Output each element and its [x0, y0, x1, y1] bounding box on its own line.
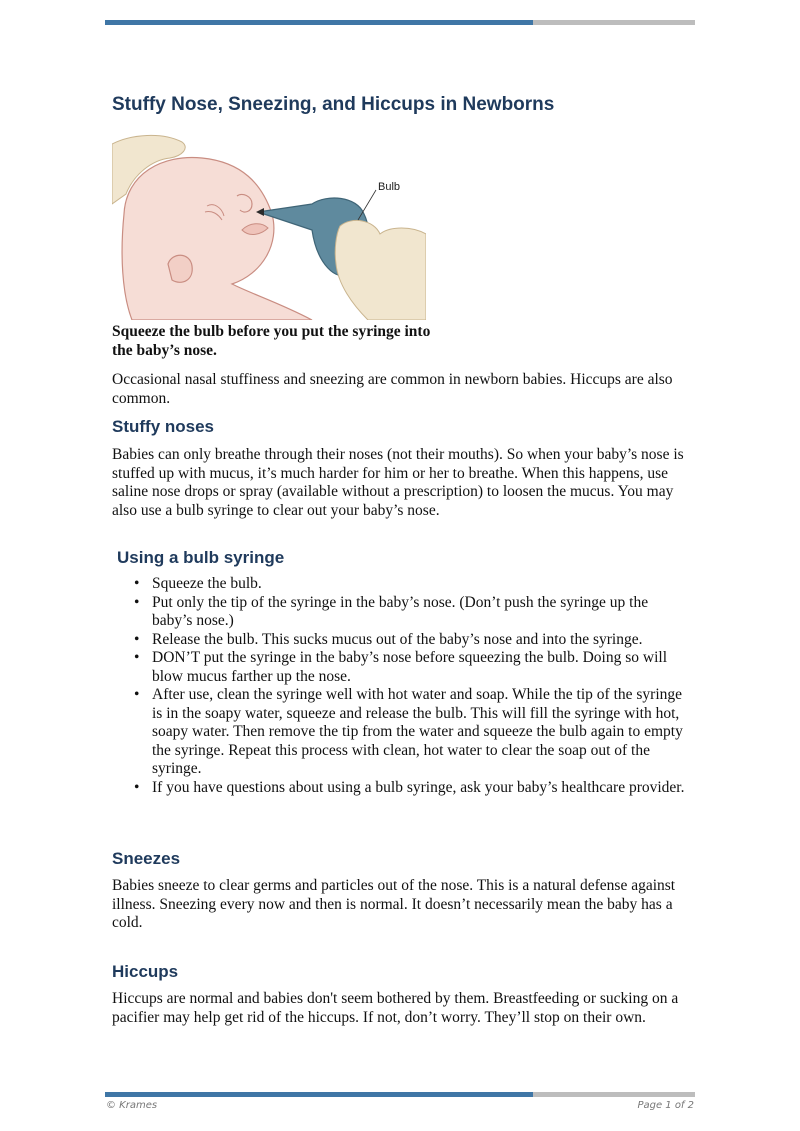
header-rule-gray	[533, 20, 695, 25]
bulb-syringe-steps	[112, 575, 692, 797]
heading-stuffy-noses: Stuffy noses	[112, 417, 215, 436]
figure-caption: Squeeze the bulb before you put the syringe into the baby’s nose.	[112, 323, 431, 359]
list-item: • If you have questions about using a bulb syringe, ask your baby’s healthcare provider.	[152, 779, 692, 798]
heading-hiccups: Hiccups	[112, 962, 179, 981]
document-title: Stuffy Nose, Sneezing, and Hiccups in Newborns	[112, 94, 555, 115]
hiccups-paragraph: Hiccups are normal and babies don't seem bothered by them. Breastfeeding or sucking on a pacifier may help get rid of the hiccups. If not, don’t worry. They’ll stop on their own.	[112, 990, 679, 1026]
header-rule-accent	[105, 20, 533, 25]
footer-rule	[105, 1092, 695, 1097]
footer-page-number: Page 1 of 2	[637, 1100, 694, 1111]
bulb-label: Bulb	[378, 181, 401, 193]
list-item: • Squeeze the bulb.	[152, 575, 692, 594]
footer-rule-accent	[105, 1092, 533, 1097]
sneezes-paragraph: Babies sneeze to clear germs and particles out of the nose. This is a natural defense against illness. Sneezing every now and then is normal. It doesn’t necessarily mean the baby has a cold.	[112, 877, 676, 931]
intro-paragraph: Occasional nasal stuffiness and sneezing are common in newborn babies. Hiccups are also common.	[112, 371, 673, 407]
stuffy-noses-paragraph: Babies can only breathe through their noses (not their mouths). So when your baby’s nose is stuffed up with mucus, it’s much harder for him or her to breathe. When this happens, use saline nose drops or spray (available without a prescription) to loosen the mucus. You may also use a bulb syringe to clear out your baby’s nose.	[112, 446, 684, 519]
heading-using-bulb-syringe: Using a bulb syringe	[117, 548, 285, 567]
bulb-syringe-illustration	[112, 134, 426, 320]
list-item: • After use, clean the syringe well with hot water and soap. While the tip of the syringe is in the soapy water, squeeze and release the bulb. This will fill the syringe with hot, soapy water. Then remove the tip from the water and squeeze the bulb again to empty the syringe. Repeat this process with clean, hot water to clear the soap out of the syringe.	[152, 686, 692, 779]
list-item: • DON’T put the syringe in the baby’s nose before squeezing the bulb. Doing so will blow mucus farther up the nose.	[152, 649, 692, 686]
footer-rule-gray	[533, 1092, 695, 1097]
footer-copyright: © Krames	[106, 1100, 158, 1111]
baby-ear	[168, 255, 192, 282]
heading-sneezes: Sneezes	[112, 849, 181, 868]
list-item: • Put only the tip of the syringe in the baby’s nose. (Don’t push the syringe up the baby’s nose.)	[152, 594, 692, 631]
list-item: • Release the bulb. This sucks mucus out of the baby’s nose and into the syringe.	[152, 631, 692, 650]
header-rule	[105, 20, 695, 25]
